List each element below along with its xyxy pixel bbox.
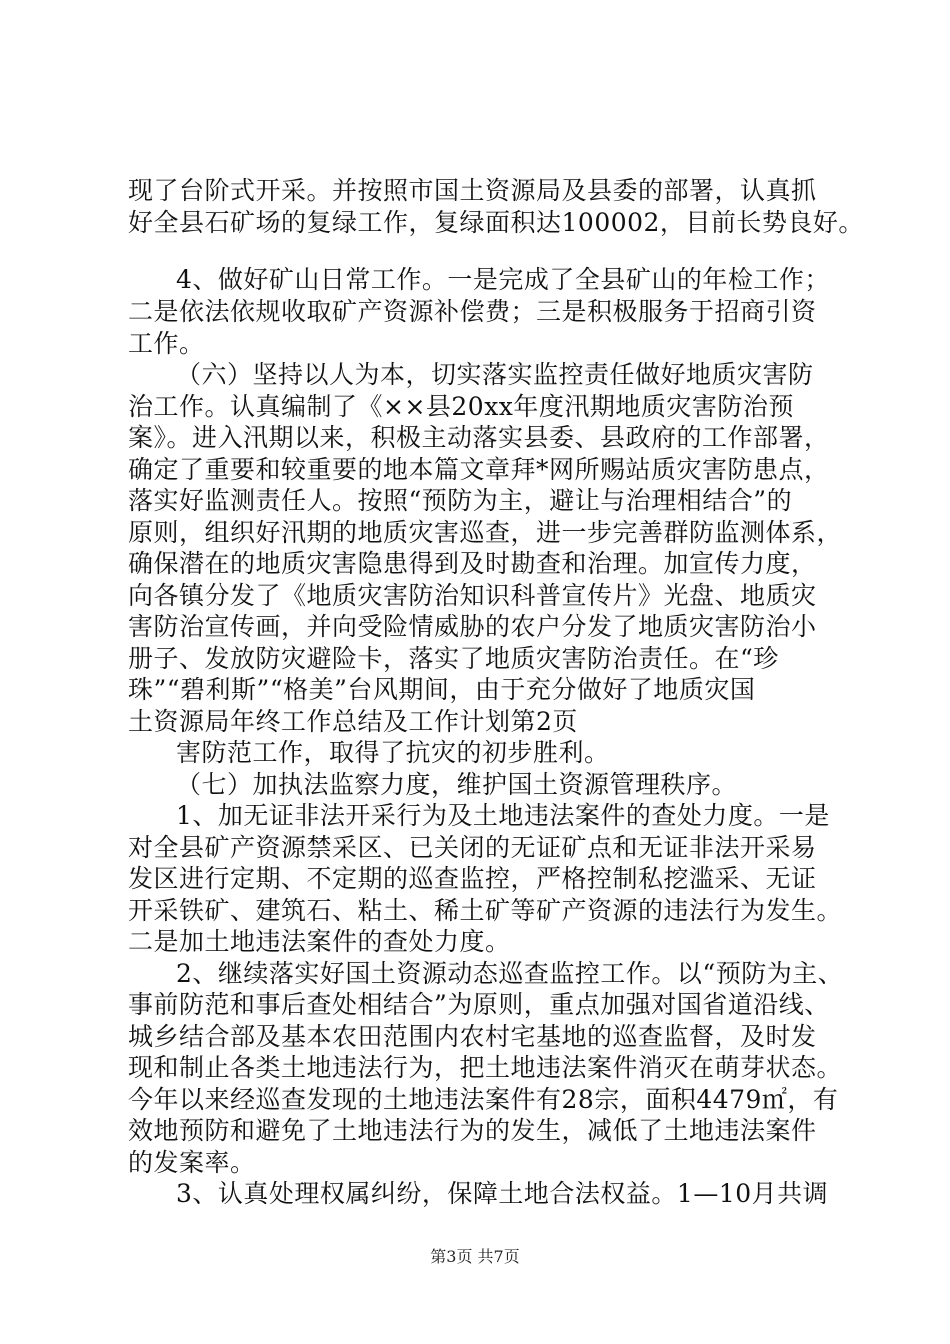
text-line: （七）加执法监察力度，维护国土资源管理秩序。 — [176, 770, 738, 799]
text-line: 治工作。认真编制了《××县20xx年度汛期地质灾害防治预 — [128, 392, 794, 421]
text-line: 事前防范和事后查处相结合”为原则，重点加强对国省道沿线、 — [128, 990, 830, 1019]
text-line: 册子、发放防灾避险卡，落实了地质灾害防治责任。在“珍 — [128, 644, 779, 673]
text-line: 1、加无证非法开采行为及土地违法案件的查处力度。一是 — [176, 801, 830, 830]
text-line: 开采铁矿、建筑石、粘土、稀土矿等矿产资源的违法行为发生。 — [128, 896, 843, 925]
text-line: 珠”“碧利斯”“格美”台风期间，由于充分做好了地质灾国 — [128, 675, 756, 704]
text-line: 土资源局年终工作总结及工作计划第2页 — [128, 707, 578, 736]
text-line: 原则，组织好汛期的地质灾害巡查，进一步完善群防监测体系， — [128, 518, 843, 547]
text-line: 二是加土地违法案件的查处力度。 — [128, 927, 511, 956]
text-line: 确保潜在的地质灾害隐患得到及时勘查和治理。加宣传力度， — [128, 549, 817, 578]
text-line: （六）坚持以人为本，切实落实监控责任做好地质灾害防 — [176, 360, 814, 389]
text-line: 向各镇分发了《地质灾害防治知识科普宣传片》光盘、地质灾 — [128, 581, 817, 610]
text-line: 的发案率。 — [128, 1148, 256, 1177]
page-number-footer: 第3页 共7页 — [430, 1247, 520, 1266]
text-line: 发区进行定期、不定期的巡查监控，严格控制私挖滥采、无证 — [128, 864, 817, 893]
text-line: 现了台阶式开采。并按照市国土资源局及县委的部署，认真抓 — [128, 176, 817, 205]
text-line: 好全县石矿场的复绿工作，复绿面积达100002，目前长势良好。 — [128, 208, 864, 237]
text-line: 二是依法依规收取矿产资源补偿费；三是积极服务于招商引资 — [128, 297, 817, 326]
text-line: 现和制止各类土地违法行为，把土地违法案件消灭在萌芽状态。 — [128, 1053, 843, 1082]
text-line: 城乡结合部及基本农田范围内农村宅基地的巡查监督，及时发 — [128, 1022, 817, 1051]
text-line: 确定了重要和较重要的地本篇文章拜*网所赐站质灾害防患点， — [128, 455, 830, 484]
text-line: 2、继续落实好国土资源动态巡查监控工作。以“预防为主、 — [176, 959, 844, 988]
text-line: 对全县矿产资源禁采区、已关闭的无证矿点和无证非法开采易 — [128, 833, 817, 862]
text-line: 4、做好矿山日常工作。一是完成了全县矿山的年检工作； — [176, 265, 830, 294]
text-line: 案》。进入汛期以来，积极主动落实县委、县政府的工作部署， — [128, 423, 830, 452]
text-line: 落实好监测责任人。按照“预防为主，避让与治理相结合”的 — [128, 486, 793, 515]
text-line: 工作。 — [128, 329, 205, 358]
text-line: 效地预防和避免了土地违法行为的发生，减低了土地违法案件 — [128, 1116, 817, 1145]
text-line: 害防治宣传画，并向受险情威胁的农户分发了地质灾害防治小 — [128, 612, 817, 641]
text-line: 3、认真处理权属纠纷，保障土地合法权益。1—10月共调 — [176, 1179, 829, 1208]
text-line: 害防范工作，取得了抗灾的初步胜利。 — [176, 738, 610, 767]
text-line: 今年以来经巡查发现的土地违法案件有28宗，面积4479㎡，有 — [128, 1085, 839, 1114]
